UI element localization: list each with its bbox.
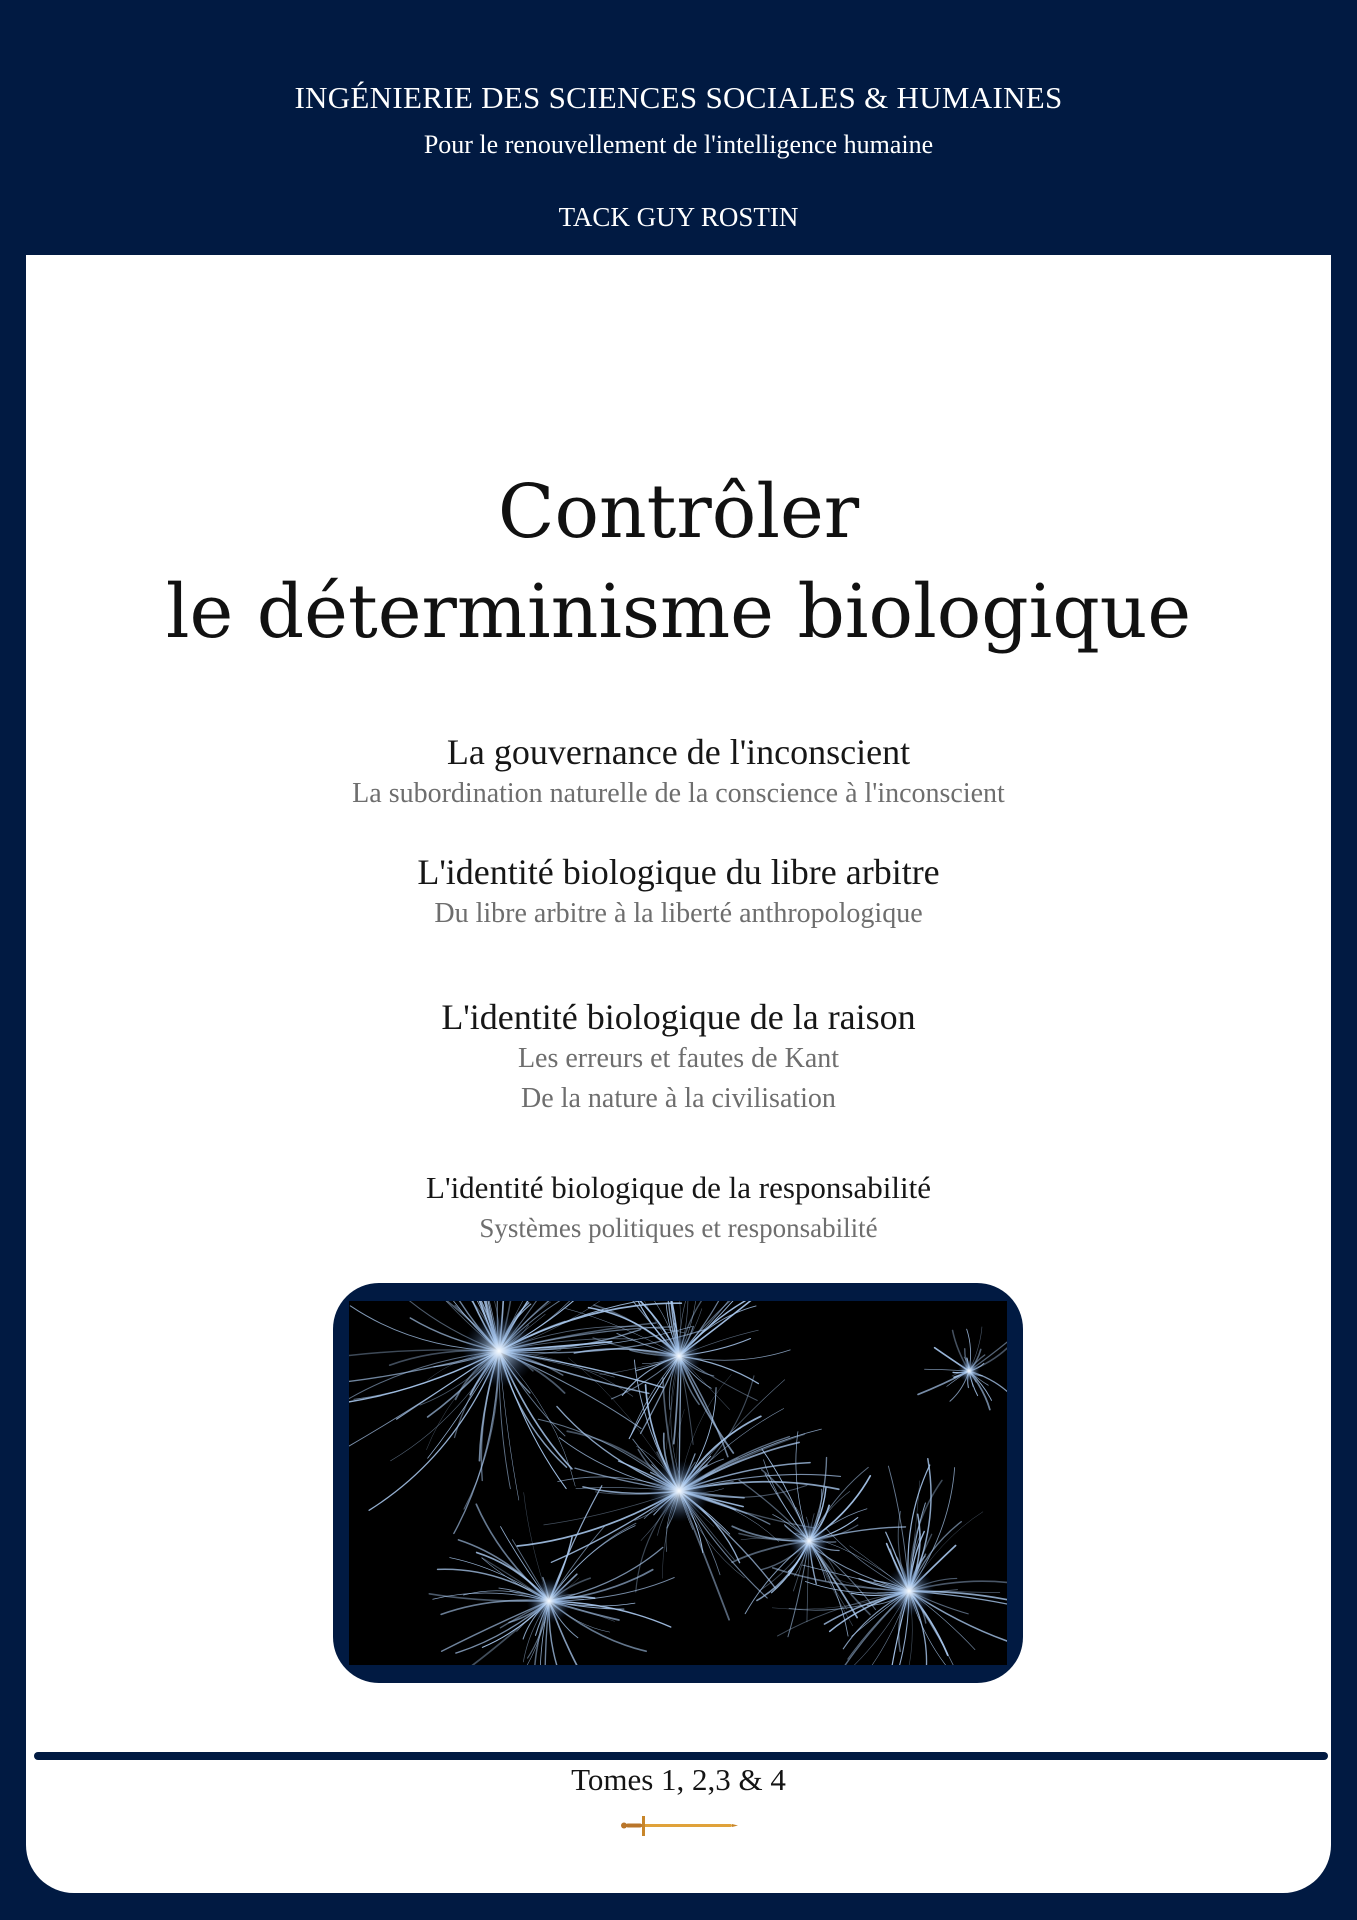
tomes-label: Tomes 1, 2,3 & 4 bbox=[571, 1762, 786, 1797]
neurons-graphic bbox=[349, 1301, 1007, 1665]
book-title bbox=[0, 462, 1357, 662]
section-4 bbox=[0, 1168, 1357, 1248]
cover-image-frame bbox=[333, 1283, 1023, 1683]
section-3 bbox=[0, 995, 1357, 1119]
author-name: TACK GUY ROSTIN bbox=[558, 202, 799, 232]
section-subtitle: La subordination naturelle de la conscience à l'inconscient bbox=[352, 778, 1005, 809]
section-subtitle: Les erreurs et fautes de Kant bbox=[517, 1043, 840, 1074]
section-2 bbox=[0, 850, 1357, 934]
section-subtitle: Systèmes politiques et responsabilité bbox=[479, 1213, 878, 1243]
section-subtitle: De la nature à la civilisation bbox=[521, 1083, 836, 1114]
section-heading: L'identité biologique du libre arbitre bbox=[417, 852, 940, 892]
section-1 bbox=[0, 730, 1357, 814]
neurons-illustration bbox=[349, 1301, 1007, 1665]
title-line-1: Contrôler bbox=[497, 469, 860, 555]
series-subtitle: Pour le renouvellement de l'intelligence humaine bbox=[423, 130, 934, 159]
section-heading: La gouvernance de l'inconscient bbox=[446, 732, 911, 772]
section-subtitle: Du libre arbitre à la liberté anthropologique bbox=[434, 898, 923, 929]
cover-header bbox=[0, 0, 1357, 255]
section-heading: L'identité biologique de la raison bbox=[441, 997, 916, 1037]
footer-divider bbox=[34, 1752, 1328, 1760]
section-heading: L'identité biologique de la responsabilité bbox=[426, 1170, 931, 1205]
title-line-2: le déterminisme biologique bbox=[165, 569, 1192, 655]
series-title: INGÉNIERIE DES SCIENCES SOCIALES & HUMAINES bbox=[294, 80, 1063, 115]
sword-icon bbox=[618, 1812, 738, 1840]
